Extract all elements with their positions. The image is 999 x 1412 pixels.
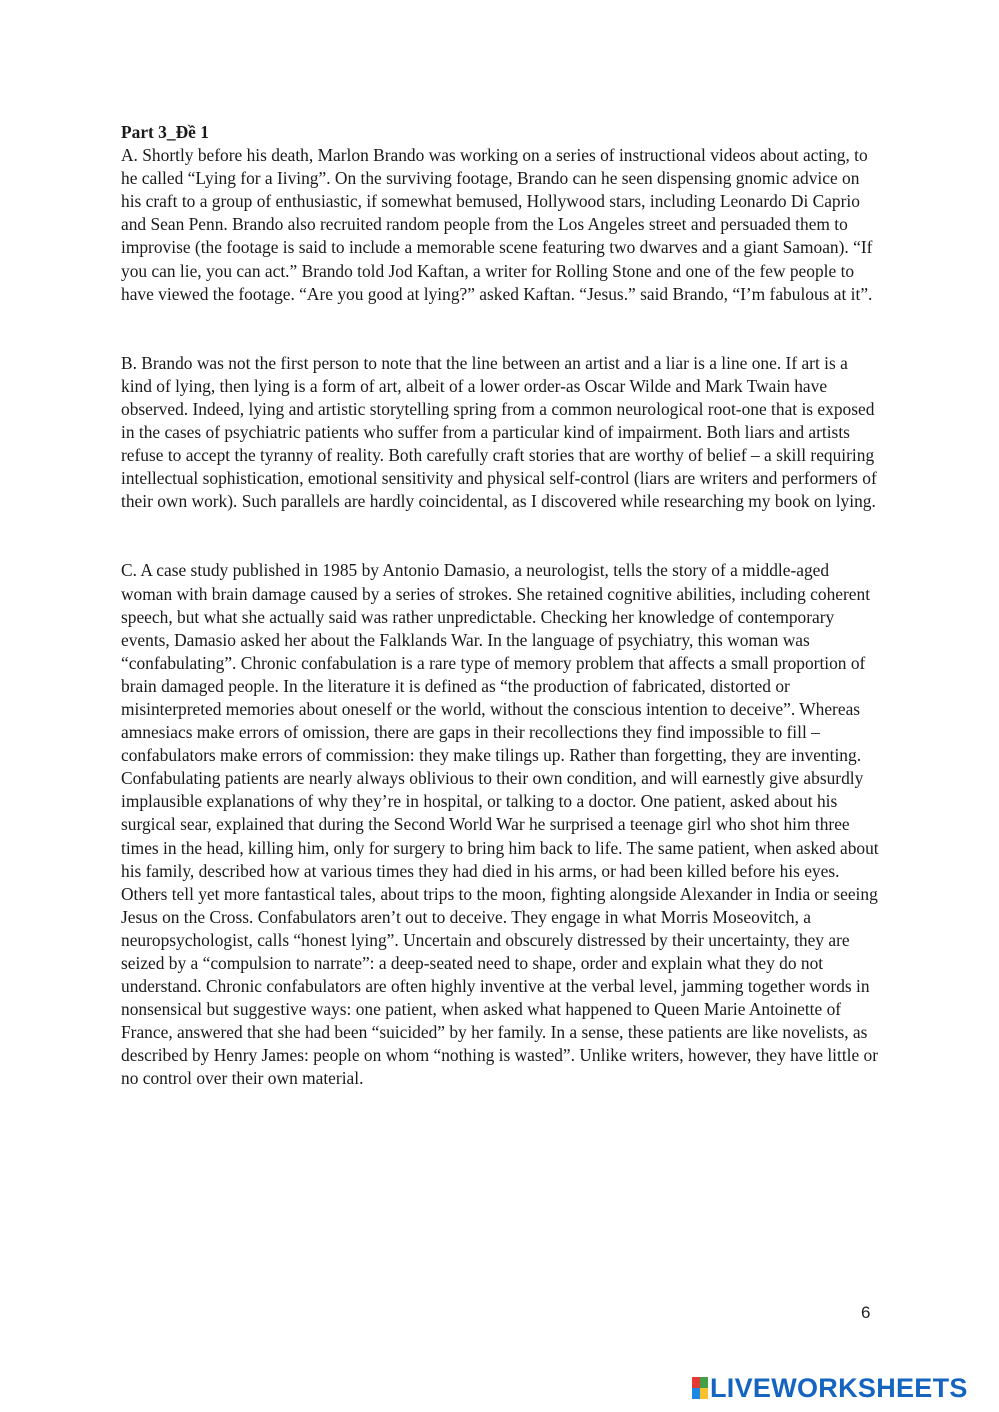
liveworksheets-logo-icon (692, 1377, 708, 1399)
document-heading: Part 3_Đề 1 (121, 122, 209, 142)
paragraph-c: C. A case study published in 1985 by Antonio Damasio, a neurologist, tells the story of a middle-aged woman with brain damage caused by a series of strokes. She retained cognitive abilities, including coherent speech, but what she actually said was rather unpredictable. Checking her knowledge of contemporary events, Damasio asked her about the Falklands War. In the language of psychiatry, this woman was “confabulating”. Chronic confabulation is a rare type of memory problem that affects a small proportion of brain damaged people. In the literature it is defined as “the production of fabricated, distorted or misinterpreted memories about oneself or the world, without the conscious intention to deceive”. Whereas amnesiacs make errors of omission, there are gaps in their recollections they find impossible to fill – confabulators make errors of commission: they make tilings up. Rather than forgetting, they are inventing. Confabulating patients are nearly always oblivious to their own condition, and will earnestly give absurdly implausible explanations of why they’re in hospital, or talking to a doctor. One patient, asked about his surgical sear, explained that during the Second World War he surprised a teenage girl who shot him three times in the head, killing him, only for surgery to bring him back to life. The same patient, when asked about his family, described how at various times they had died in his arms, or had been killed before his eyes. Others tell yet more fantastical tales, about trips to the moon, fighting alongside Alexander in India or seeing Jesus on the Cross. Confabulators aren’t out to deceive. They engage in what Morris Moseovitch, a neuropsychologist, calls “honest lying”. Uncertain and obscurely distressed by their uncertainty, they are seized by a “compulsion to narrate”: a deep-seated need to shape, order and explain what they do not understand. Chronic confabulators are often highly inventive at the verbal level, jamming together words in nonsensical but suggestive ways: one patient, when asked what happened to Queen Marie Antoinette of France, answered that she had been “suicided” by her family. In a sense, these patients are like novelists, as described by Henry James: people on whom “nothing is wasted”. Unlike writers, however, they have little or no control over their own material. (121, 560, 879, 1089)
page-number: 6 (861, 1303, 871, 1322)
paragraph-a: A. Shortly before his death, Marlon Brando was working on a series of instructional videos about acting, to he called “Lying for a Iiving”. On the surviving footage, Brando can he seen dispensing gnomic advice on his craft to a group of enthusiastic, if somewhat bemused, Hollywood stars, including Leonardo Di Caprio and Sean Penn. Brando also recruited random people from the Los Angeles street and persuaded them to improvise (the footage is said to include a memorable scene featuring two dwarves and a giant Samoan). “If you can lie, you can act.” Brando told Jod Kaftan, a writer for Rolling Stone and one of the few people to have viewed the footage. “Are you good at lying?” asked Kaftan. “Jesus.” said Brando, “I’m fabulous at it”. (121, 145, 873, 304)
paragraph-b: B. Brando was not the first person to note that the line between an artist and a liar is a line one. If art is a kind of lying, then lying is a form of art, albeit of a lower order-as Oscar Wilde and Mark Twain have observed. Indeed, lying and artistic storytelling spring from a common neurological root-one that is exposed in the cases of psychiatric patients who suffer from a particular kind of impairment. Both liars and artists refuse to accept the tyranny of reality. Both carefully craft stories that are worthy of belief – a skill requiring intellectual sophistication, emotional sensitivity and physical self-control (liars are writers and performers of their own work). Such parallels are hardly coincidental, as I discovered while researching my book on lying. (121, 352, 877, 512)
liveworksheets-brand[interactable] (692, 1373, 968, 1403)
document-body (121, 121, 883, 1091)
brand-text: LIVEWORKSHEETS (710, 1373, 968, 1403)
